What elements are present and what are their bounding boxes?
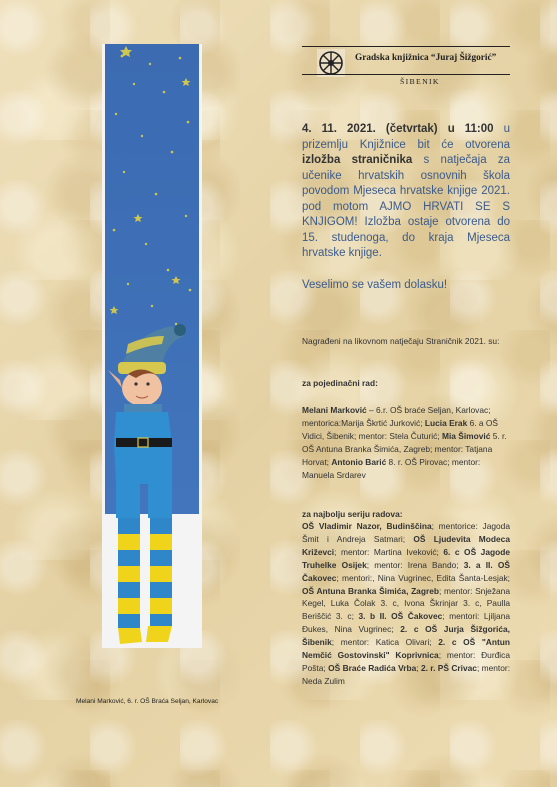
announcement-part-1: u prizemlju Knjižnice bit će otvorena [302,123,510,151]
award-details: 6. a OŠ Vidici, Šibenik; mentor: Stela Čuturić; [302,417,498,441]
series-details: ; mentori: Ljiljana Đukes, Nina Vugrinec; [302,611,511,635]
award-details: – 6.r. OŠ braće Seljan, Karlovac; mentorica:Marija Škrtić Jurković; [302,405,491,428]
series-details: ; mentor: Neda Zulim [302,662,511,686]
series-school: 3. b II. OŠ Čakovec [358,611,443,622]
single-works-heading: za pojedinačni rad: [302,378,378,388]
series-school: 2. c OŠ "Antun Nemčić Gostovinski" Koprivnica [302,637,510,661]
series-school: OŠ Vladimir Nazor, Budinščina [302,521,432,531]
elf-eye-left [134,382,137,385]
series-details: ; mentor: Martina Iveković; [334,546,444,557]
award-details: 5. r. OŠ Antuna Branka Šimića, Zagreb; mentor: Tatjana Horvat; [302,430,507,467]
single-awards-list [302,404,512,481]
series-awards-list [302,520,510,688]
library-logo [302,44,512,86]
series-details: ; mentor: Snježana Kegel, Luka Čolak 3. c, Ivona Škrinjar 3. c, Paulla Beriščić 3. c; [302,585,510,622]
series-details: ; mentor: Irena Bando; [366,559,464,570]
series-heading: za najbolju seriju radova: [302,509,403,519]
welcome-line: Veselimo se vašem dolasku! [302,279,448,291]
logo-rule-top [302,46,510,47]
series-school: OŠ Braće Radića Vrba [328,662,417,673]
awards-intro: Nagrađeni na likovnom natječaju Straničnik 2021. su: [302,336,500,346]
series-details: ; mentorice: Jagoda Šmit i Andreja Satmari; [302,521,510,544]
elf-eye-right [146,382,149,385]
award-details: 8. r. OŠ Pirovac; mentor: Manuela Srdarev [302,456,481,480]
logo-rule-bottom [302,74,510,75]
series-school: 2. r. PŠ Crivac [420,662,477,673]
series-details: ; [416,662,421,673]
event-date: 4. 11. 2021. (četvrtak) u 11:00 [302,123,494,135]
elf-body [114,412,172,484]
elf-leg-right [148,484,172,518]
series-school: 3. a II. OŠ Čakovec [302,559,510,583]
series-school: OŠ Ljudevita Modeca Križevci [302,533,510,557]
series-school: OŠ Antuna Branka Šimića, Zagreb [302,585,439,596]
announcement-text [302,122,510,262]
award-name: Lucia Erak [424,417,468,428]
series-school: 2. c OŠ Jurja Šižgorića, Šibenik [302,624,510,648]
hat-pompom [174,324,186,336]
award-name: Melani Marković [302,405,367,415]
award-name: Mia Šimović [441,430,491,441]
elf-leg-left [116,484,140,518]
artwork-caption: Melani Marković, 6. r. OŠ Braća Seljan, Karlovac [76,698,219,705]
series-school: 6. c OŠ Jagode Truhelke Osijek [302,546,510,570]
series-details: ; mentor: Katica Olivari; [331,637,439,648]
elf-belt [116,438,172,447]
elf-face [122,370,162,406]
series-details: ; mentor: Đurđica Pošta; [302,650,510,673]
elf-collar [124,404,162,412]
library-city: ŠIBENIK [400,77,440,86]
bookmark-artwork [102,44,202,648]
library-name: Gradska knjižnica “Juraj Šižgorić” [355,53,497,63]
announcement-part-2: s natječaja za učenike hrvatskih osnovnih škola povodom Mjeseca hrvatske knjige 2021. pod motom AJMO HRVATI SE S KNJIGOM! Izložba ostaje otvorena do 15. studenoga, do kraja Mjeseca hrvatske knjige. [302,154,510,259]
series-details: ; mentori:, Nina Vugrinec, Edita Šanta-Lesjak; [336,572,510,583]
award-name: Antonio Barić [331,456,387,467]
exhibition-name: izložba straničnika [302,154,413,166]
